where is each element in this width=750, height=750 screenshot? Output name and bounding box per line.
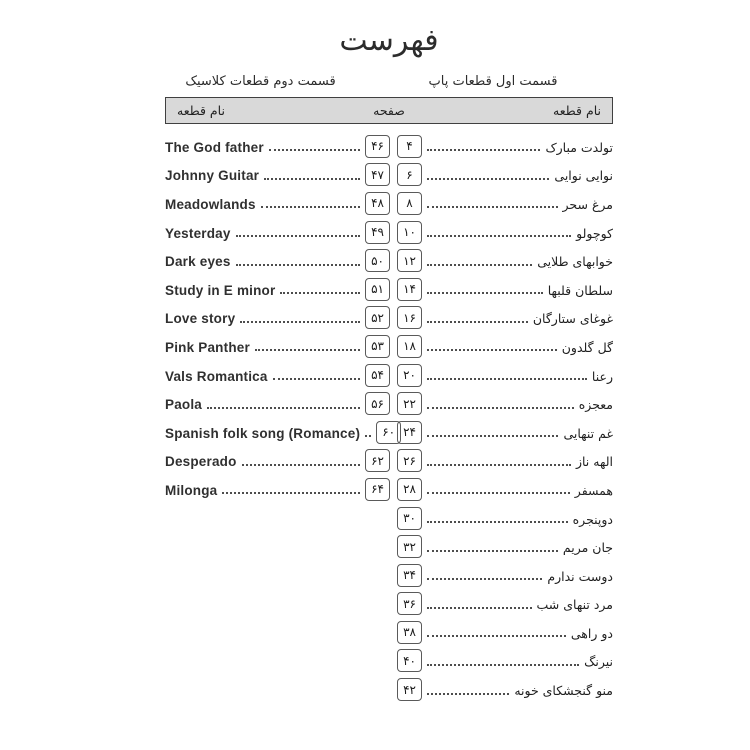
piece-title: Vals Romantica (165, 368, 268, 384)
col-header-page: صفحه (373, 103, 405, 118)
toc-row (165, 218, 390, 247)
page-number-box: ۱۰ (397, 221, 422, 244)
dotted-leader (273, 378, 360, 380)
dotted-leader (427, 349, 557, 351)
dotted-leader (427, 635, 566, 637)
piece-title: کوچولو (576, 225, 613, 241)
piece-title: غوغای ستارگان (532, 311, 613, 327)
dotted-leader (427, 178, 549, 180)
dotted-leader (427, 578, 542, 580)
piece-title: نوایی نوایی (554, 168, 613, 184)
toc-row (165, 475, 390, 504)
dotted-leader (236, 264, 360, 266)
dotted-leader (427, 235, 571, 237)
page-number-box: ۴۷ (365, 163, 390, 186)
piece-title: مرغ سحر (562, 196, 613, 212)
toc-row (165, 275, 390, 304)
piece-title: Meadowlands (165, 196, 256, 212)
page-number-box: ۵۳ (365, 335, 390, 358)
dotted-leader (427, 464, 571, 466)
piece-title: Paola (165, 397, 203, 413)
page-number-box: ۲۶ (397, 449, 422, 472)
page-number-box: ۳۰ (397, 507, 422, 530)
toc-row (397, 561, 613, 590)
page-number-box: ۶۲ (365, 449, 390, 472)
toc-row (397, 389, 613, 418)
toc-row (397, 504, 613, 533)
page-number-box: ۱۶ (397, 306, 422, 329)
page-number-box: ۵۶ (365, 392, 390, 415)
toc-row (165, 418, 396, 447)
piece-title: Love story (165, 311, 236, 327)
page-title: فهرست (339, 23, 439, 58)
page-number-box: ۶ (397, 163, 422, 186)
section-header-classical: قسمت دوم قطعات کلاسیک (185, 74, 336, 89)
dotted-leader (280, 292, 360, 294)
piece-title: سلطان قلبها (547, 282, 613, 298)
toc-row (397, 475, 613, 504)
dotted-leader (207, 407, 360, 409)
toc-row (397, 218, 613, 247)
page-number-box: ۵۰ (365, 249, 390, 272)
toc-column-classical (165, 132, 396, 504)
toc-row (165, 304, 390, 333)
page-number-box: ۶۴ (365, 478, 390, 501)
col-header-name-classical: نام قطعه (177, 103, 225, 118)
dotted-leader (427, 292, 543, 294)
toc-row (165, 246, 390, 275)
page-number-box: ۳۴ (397, 564, 422, 587)
page-number-box: ۴ (397, 135, 422, 158)
toc-row (165, 132, 390, 161)
page-number-box: ۱۲ (397, 249, 422, 272)
piece-title: مرد تنهای شب (536, 597, 613, 613)
toc-row (397, 418, 613, 447)
page-number-box: ۴۹ (365, 221, 390, 244)
toc-row (397, 189, 613, 218)
dotted-leader (222, 492, 360, 494)
dotted-leader (427, 521, 568, 523)
page-number-box: ۳۲ (397, 535, 422, 558)
piece-title: تولدت مبارک (545, 139, 613, 155)
dotted-leader (427, 492, 570, 494)
toc-row (397, 304, 613, 333)
page-number-box: ۴۶ (365, 135, 390, 158)
toc-column-pop (397, 132, 613, 704)
page-number-box: ۵۲ (365, 306, 390, 329)
piece-title: Dark eyes (165, 254, 231, 270)
toc-row (397, 532, 613, 561)
table-header-bar (165, 97, 613, 124)
dotted-leader (242, 464, 360, 466)
page-number-box: ۱۴ (397, 278, 422, 301)
toc-row (397, 132, 613, 161)
toc-row (165, 447, 390, 476)
piece-title: معجزه (578, 397, 613, 413)
toc-row (397, 618, 613, 647)
dotted-leader (427, 206, 558, 208)
page-number-box: ۳۸ (397, 621, 422, 644)
page-number-box: ۴۲ (397, 678, 422, 701)
toc-body (165, 132, 613, 704)
toc-row (397, 647, 613, 676)
page-number-box: ۴۰ (397, 649, 422, 672)
piece-title: رعنا (591, 368, 613, 384)
piece-title: نیرنگ (584, 654, 613, 670)
toc-row (165, 161, 390, 190)
piece-title: Study in E minor (165, 282, 276, 298)
dotted-leader (264, 178, 360, 180)
toc-row (397, 447, 613, 476)
piece-title: خوابهای طلایی (537, 254, 613, 270)
dotted-leader (255, 349, 360, 351)
toc-row (165, 189, 390, 218)
piece-title: منو گنجشکای خونه (514, 683, 613, 699)
page-number-box: ۵۴ (365, 364, 390, 387)
page-number-box: ۵۱ (365, 278, 390, 301)
piece-title: Yesterday (165, 225, 231, 241)
piece-title: دوست ندارم (547, 568, 613, 584)
dotted-leader (427, 149, 540, 151)
page-number-box: ۲۲ (397, 392, 422, 415)
page-number-box: ۲۸ (397, 478, 422, 501)
dotted-leader (427, 321, 528, 323)
dotted-leader (269, 149, 360, 151)
section-header-pop: قسمت اول قطعات پاپ (428, 74, 558, 89)
piece-title: Milonga (165, 482, 218, 498)
piece-title: جان مریم (562, 540, 613, 556)
dotted-leader (261, 206, 360, 208)
piece-title: Pink Panther (165, 339, 250, 355)
toc-row (397, 361, 613, 390)
piece-title: گل گلدون (561, 339, 613, 355)
toc-row (165, 389, 390, 418)
toc-row (397, 675, 613, 704)
toc-row (397, 246, 613, 275)
piece-title: Spanish folk song (Romance) (165, 425, 361, 441)
piece-title: الهه ناز (575, 454, 613, 470)
page-number-box: ۲۴ (397, 421, 422, 444)
page-number-box: ۴۸ (365, 192, 390, 215)
col-header-name-pop: نام قطعه (553, 103, 601, 118)
piece-title: Desperado (165, 454, 237, 470)
dotted-leader (427, 693, 509, 695)
dotted-leader (236, 235, 360, 237)
dotted-leader (427, 664, 579, 666)
page-number-box: ۲۰ (397, 364, 422, 387)
toc-row (165, 361, 390, 390)
page-number-box: ۳۶ (397, 592, 422, 615)
toc-row (165, 332, 390, 361)
piece-title: دوپنجره (572, 511, 613, 527)
dotted-leader (427, 607, 532, 609)
dotted-leader (427, 378, 587, 380)
toc-row (397, 332, 613, 361)
piece-title: Johnny Guitar (165, 168, 260, 184)
page-number-box: ۶۰ (376, 421, 401, 444)
toc-row (397, 275, 613, 304)
dotted-leader (427, 407, 574, 409)
page-number-box: ۸ (397, 192, 422, 215)
piece-title: غم تنهایی (563, 425, 613, 441)
dotted-leader (427, 550, 558, 552)
dotted-leader (427, 435, 558, 437)
dotted-leader (365, 435, 371, 437)
piece-title: The God father (165, 139, 264, 155)
toc-row (397, 161, 613, 190)
page-number-box: ۱۸ (397, 335, 422, 358)
dotted-leader (427, 264, 532, 266)
toc-row (397, 590, 613, 619)
piece-title: همسفر (574, 482, 613, 498)
piece-title: دو راهی (570, 625, 613, 641)
dotted-leader (240, 321, 360, 323)
